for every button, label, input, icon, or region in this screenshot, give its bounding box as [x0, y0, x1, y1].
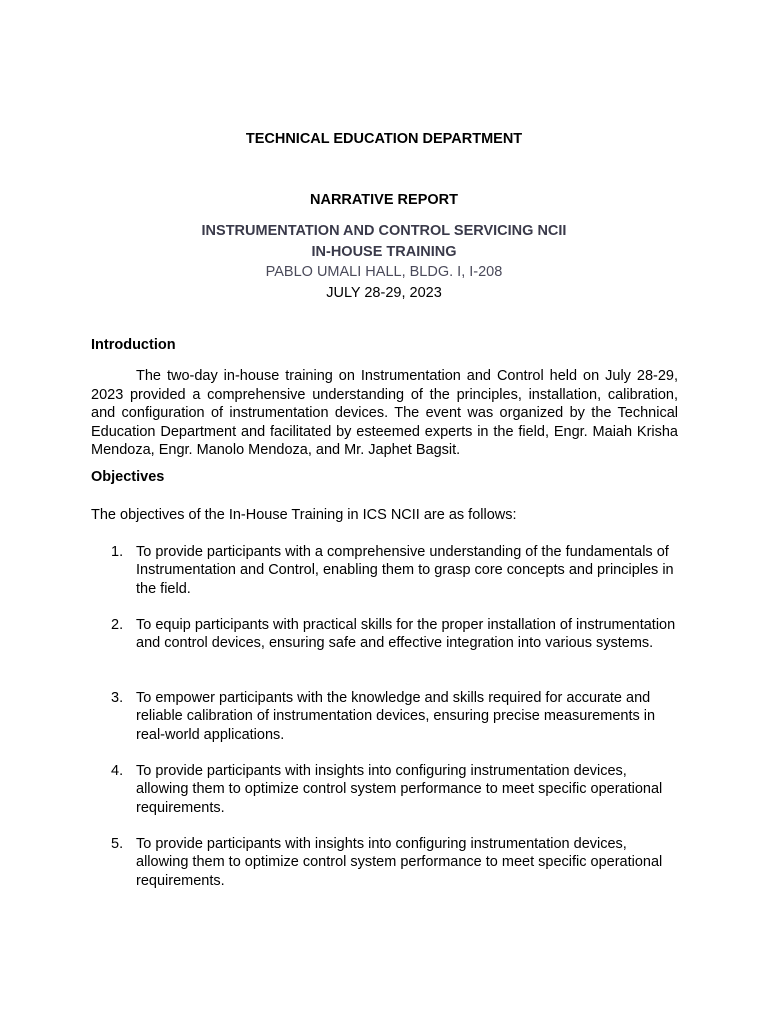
list-item-text: To equip participants with practical skills for the proper installation of instrumentation and control devices, ensuring safe and effective integration into various systems. — [136, 617, 676, 652]
venue: PABLO UMALI HALL, BLDG. I, I-208 — [265, 264, 503, 280]
list-item-text: To empower participants with the knowledge and skills required for accurate and reliable calibration of instrumentation devices, ensuring precise measurements in real-world applications. — [136, 690, 656, 743]
training-title: IN-HOUSE TRAINING — [311, 244, 457, 260]
list-item-number: 5. — [111, 836, 124, 852]
list-item-text: To provide participants with insights into configuring instrumentation devices, allowing them to optimize control system performance to meet specific operational requirements. — [136, 763, 663, 816]
event-date: JULY 28-29, 2023 — [326, 285, 442, 301]
course-title: INSTRUMENTATION AND CONTROL SERVICING NCII — [201, 223, 567, 239]
introduction-heading: Introduction — [91, 337, 176, 353]
introduction-paragraph: The two-day in-house training on Instrumentation and Control held on July 28-29, 2023 provided a comprehensive understanding of the principles, installation, calibration, and configuration of instrumentation devices. The event was organized by the Technical Education Department and facilitated by esteemed experts in the field, Engr. Maiah Krisha Mendoza, Engr. Manolo Mendoza, and Mr. Japhet Bagsit. — [91, 368, 678, 458]
list-item-number: 3. — [111, 690, 124, 706]
list-item-text: To provide participants with insights into configuring instrumentation devices, allowing them to optimize control system performance to meet specific operational requirements. — [136, 836, 663, 889]
list-item-number: 1. — [111, 544, 124, 560]
department-title: TECHNICAL EDUCATION DEPARTMENT — [245, 131, 523, 147]
list-item-number: 4. — [111, 763, 124, 779]
objectives-heading: Objectives — [91, 469, 165, 485]
list-item-text: To provide participants with a comprehensive understanding of the fundamentals of Instrumentation and Control, enabling them to grasp core concepts and principles in the field. — [136, 544, 674, 597]
report-type: NARRATIVE REPORT — [310, 192, 458, 208]
list-item-number: 2. — [111, 617, 124, 633]
objectives-lead: The objectives of the In-House Training in ICS NCII are as follows: — [91, 507, 517, 523]
